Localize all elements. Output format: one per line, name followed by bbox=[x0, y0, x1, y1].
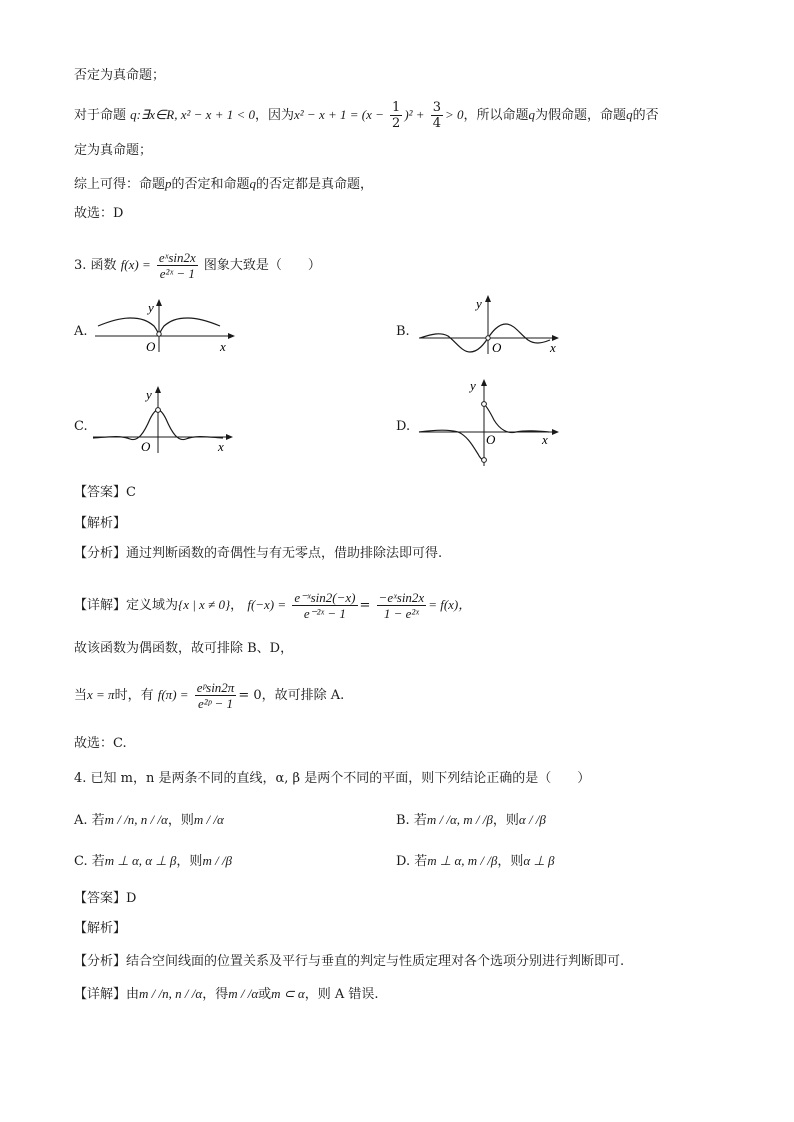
x-label: x bbox=[220, 339, 226, 354]
fraction: $\frac{\text{eˣsin2x}}{\text{e²ˣ − 1}}$ bbox=[158, 250, 196, 281]
answer-label: 【答案】C bbox=[74, 485, 136, 500]
text: ，所以命题 bbox=[463, 108, 529, 123]
graph-option-c[interactable] bbox=[88, 383, 238, 455]
fraction: $\frac{1}{2}$ bbox=[392, 100, 401, 131]
analysis-label: 【解析】 bbox=[74, 921, 127, 936]
text-line: 故选：D bbox=[74, 206, 124, 221]
origin-label: O bbox=[141, 439, 151, 454]
text-line: 否定为真命题； bbox=[74, 68, 166, 83]
text-line-q-proposition bbox=[74, 100, 659, 131]
text: 为假命题，命题 bbox=[535, 108, 627, 123]
text-line: 综上可得：命题p的否定和命题q的否定都是真命题， bbox=[74, 176, 374, 192]
x-label: x bbox=[542, 432, 548, 447]
question-4-stem: 4. 已知 m，n 是两条不同的直线，α, β 是两个不同的平面，则下列结论正确的是（ ） bbox=[74, 771, 591, 786]
y-label: y bbox=[476, 296, 482, 311]
text-line: 当x = π时，有 f(π) = $\frac{\text{eᵖsin2π}}{\text{e²ᵖ − 1}}$ = 0，故可排除 A. bbox=[74, 680, 345, 711]
fraction: $\frac{3}{4}$ bbox=[432, 100, 441, 131]
fraction: $\frac{\text{eᵖsin2π}}{\text{e²ᵖ − 1}}$ bbox=[196, 680, 235, 711]
text: 对于命题 bbox=[74, 108, 127, 123]
text-line: 故该函数为偶函数，故可排除 B、D， bbox=[74, 641, 294, 656]
y-label: y bbox=[146, 387, 152, 402]
text-line: 故选：C. bbox=[74, 736, 127, 751]
option-a[interactable]: A. 若m / /n, n / /α，则m / /α bbox=[74, 812, 224, 828]
answer-label: 【答案】D bbox=[74, 891, 137, 906]
option-b[interactable]: B. 若m / /α, m / /β，则α / /β bbox=[396, 812, 546, 828]
origin-label: O bbox=[146, 339, 156, 354]
analysis-label: 【解析】 bbox=[74, 516, 127, 531]
option-label-c[interactable]: C. bbox=[74, 419, 88, 434]
math: q bbox=[528, 107, 536, 122]
math: > 0 bbox=[445, 107, 464, 122]
detail-line: 【详解】由m / /n, n / /α，得m / /α或m ⊂ α，则 A 错误. bbox=[74, 986, 379, 1002]
analysis-text: 【分析】结合空间线面的位置关系及平行与垂直的判定与性质定理对各个选项分别进行判断即可. bbox=[74, 954, 625, 969]
option-c[interactable]: C. 若m ⊥ α, α ⊥ β，则m / /β bbox=[74, 853, 233, 869]
analysis-text: 【分析】通过判断函数的奇偶性与有无零点，借助排除法即可得. bbox=[74, 546, 443, 561]
y-label: y bbox=[148, 300, 154, 315]
origin-label: O bbox=[492, 340, 502, 355]
detail-line: 【详解】定义域为{x | x ≠ 0}， f(−x) = $\frac{\text{e⁻ˣsin2(−x)}}{\text{e⁻²ˣ − 1}}$ = $\frac{\text{−eˣsin2x}}{\text{1 − e²ˣ}}$ = f(x)， bbox=[74, 590, 472, 621]
math: x² − x + 1 = (x − bbox=[294, 107, 384, 122]
graph-option-d[interactable] bbox=[414, 376, 564, 468]
fraction: $\frac{\text{−eˣsin2x}}{\text{1 − e²ˣ}}$ bbox=[378, 590, 425, 621]
math: )² + bbox=[404, 107, 425, 122]
option-label-d[interactable]: D. bbox=[396, 419, 411, 434]
x-label: x bbox=[550, 340, 556, 355]
graph-option-a[interactable] bbox=[90, 296, 240, 356]
fraction: $\frac{\text{e⁻ˣsin2(−x)}}{\text{e⁻²ˣ − 1}}$ bbox=[294, 590, 356, 621]
math: :∃x∈R, x² − x + 1 < 0 bbox=[136, 107, 255, 122]
option-label-a[interactable]: A. bbox=[74, 324, 88, 339]
option-d[interactable]: D. 若m ⊥ α, m / /β，则α ⊥ β bbox=[396, 853, 555, 869]
option-label-b[interactable]: B. bbox=[396, 324, 410, 339]
text-line: 定为真命题； bbox=[74, 143, 153, 158]
math: q bbox=[626, 107, 633, 122]
origin-label: O bbox=[486, 432, 496, 447]
text: 的否 bbox=[632, 108, 659, 123]
x-label: x bbox=[218, 439, 224, 454]
y-label: y bbox=[470, 378, 476, 393]
graph-option-b[interactable] bbox=[414, 292, 564, 358]
question-3-stem: 3. 函数 f(x) = $\frac{\text{eˣsin2x}}{\text{e²ˣ − 1}}$ 图象大致是（ ） bbox=[74, 250, 321, 281]
text: ，因为 bbox=[255, 108, 295, 123]
math: q bbox=[130, 107, 137, 122]
